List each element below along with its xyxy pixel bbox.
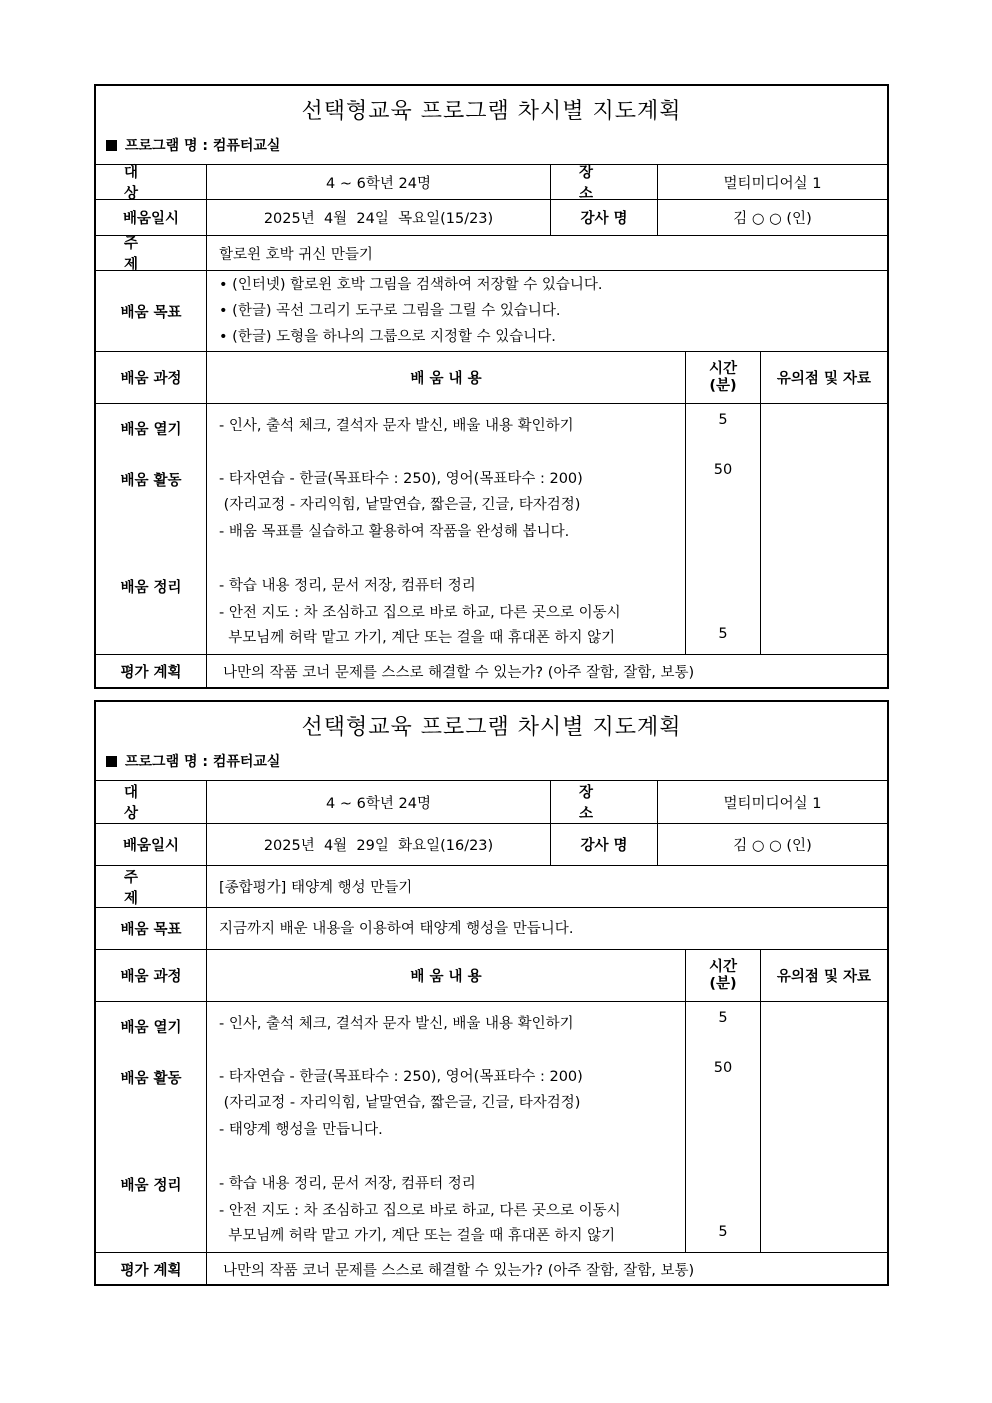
target-value: 4 ~ 6학년 24명 bbox=[207, 165, 551, 199]
notes-cell bbox=[761, 1002, 887, 1252]
content-cell bbox=[207, 404, 686, 654]
date-label: 배움일시 bbox=[96, 200, 207, 235]
place-value: 멀티미디어실 1 bbox=[723, 795, 822, 812]
time-activity: 50 bbox=[713, 1060, 733, 1076]
plan-header bbox=[96, 86, 887, 165]
stage-activity: 배움 활동 bbox=[120, 473, 182, 489]
topic-row bbox=[96, 866, 887, 908]
notes-cell bbox=[761, 404, 887, 654]
content-line: 부모님께 허락 맡고 가기, 계단 또는 걸을 때 휴대폰 하지 않기 bbox=[219, 1228, 616, 1244]
time-header: 시간 (분) bbox=[686, 352, 761, 403]
content-line: - 학습 내용 정리, 문서 저장, 컴퓨터 정리 bbox=[219, 578, 476, 594]
eval-label: 평가 계획 bbox=[96, 655, 207, 688]
program-name: 프로그램 명 : 컴퓨터교실 bbox=[106, 751, 280, 771]
time-cell bbox=[686, 1002, 761, 1252]
content-line: (자리교정 - 자리익힘, 낱말연습, 짧은글, 긴글, 타자검정) bbox=[219, 497, 581, 513]
plan-title: 선택형교육 프로그램 차시별 지도계획 bbox=[301, 99, 682, 124]
date-value: 2025년 4월 24일 목요일(15/23) bbox=[207, 200, 551, 235]
eval-label: 평가 계획 bbox=[96, 1253, 207, 1286]
program-name: 프로그램 명 : 컴퓨터교실 bbox=[106, 135, 280, 155]
goal-list bbox=[207, 908, 887, 949]
place-label: 장 소 bbox=[551, 165, 658, 199]
goal-list bbox=[207, 271, 887, 351]
goal-item: • (인터넷) 할로윈 호박 그림을 검색하여 저장할 수 있습니다. bbox=[219, 277, 603, 293]
content-line: (자리교정 - 자리익힘, 낱말연습, 짧은글, 긴글, 타자검정) bbox=[219, 1095, 581, 1111]
plan-header bbox=[96, 702, 887, 781]
content-line: - 태양계 행성을 만듭니다. bbox=[219, 1122, 383, 1138]
notes-header: 유의점 및 자료 bbox=[776, 969, 872, 985]
date-row bbox=[96, 824, 887, 866]
goal-label: 배움 목표 bbox=[96, 271, 207, 351]
place-label: 장 소 bbox=[551, 781, 658, 823]
time-activity: 50 bbox=[713, 462, 733, 478]
eval-row bbox=[96, 1253, 887, 1286]
target-row bbox=[96, 781, 887, 824]
time-open: 5 bbox=[718, 412, 728, 428]
content-line: - 인사, 출석 체크, 결석자 문자 발신, 배울 내용 확인하기 bbox=[219, 418, 574, 434]
target-label: 대 상 bbox=[96, 165, 207, 199]
topic-value: 할로윈 호박 귀신 만들기 bbox=[219, 246, 373, 263]
goal-row bbox=[96, 271, 887, 352]
teacher-label: 강사 명 bbox=[551, 824, 658, 865]
time-close: 5 bbox=[718, 626, 728, 642]
topic-label: 주 제 bbox=[96, 236, 207, 270]
content-header: 배 움 내 용 bbox=[207, 352, 686, 403]
stage-open: 배움 열기 bbox=[120, 422, 182, 438]
process-header: 배움 과정 bbox=[96, 950, 207, 1001]
topic-row bbox=[96, 236, 887, 271]
content-line: - 인사, 출석 체크, 결석자 문자 발신, 배울 내용 확인하기 bbox=[219, 1016, 574, 1032]
date-value: 2025년 4월 29일 화요일(16/23) bbox=[207, 824, 551, 865]
square-bullet-icon bbox=[106, 140, 117, 151]
stage-open: 배움 열기 bbox=[120, 1020, 182, 1036]
date-label: 배움일시 bbox=[96, 824, 207, 865]
content-line: - 배움 목표를 실습하고 활용하여 작품을 완성해 봅니다. bbox=[219, 524, 570, 540]
teacher-label: 강사 명 bbox=[551, 200, 658, 235]
time-open: 5 bbox=[718, 1010, 728, 1026]
time-header: 시간 (분) bbox=[686, 950, 761, 1001]
date-row bbox=[96, 200, 887, 236]
plan-title: 선택형교육 프로그램 차시별 지도계획 bbox=[301, 715, 682, 740]
lesson-plan-2 bbox=[94, 700, 889, 1286]
teacher-value: 김 ○ ○ (인) bbox=[733, 838, 812, 854]
stage-close: 배움 정리 bbox=[120, 1178, 182, 1194]
teacher-value: 김 ○ ○ (인) bbox=[733, 211, 812, 227]
stage-activity: 배움 활동 bbox=[120, 1071, 182, 1087]
target-value: 4 ~ 6학년 24명 bbox=[207, 781, 551, 823]
process-header: 배움 과정 bbox=[96, 352, 207, 403]
topic-value: [종합평가] 태양계 행성 만들기 bbox=[219, 880, 413, 896]
goal-row bbox=[96, 908, 887, 950]
content-cell bbox=[207, 1002, 686, 1252]
process-body-row bbox=[96, 1002, 887, 1253]
content-line: - 안전 지도 : 차 조심하고 집으로 바로 하교, 다른 곳으로 이동시 bbox=[219, 1203, 621, 1219]
time-close: 5 bbox=[718, 1224, 728, 1240]
content-line: - 타자연습 - 한글(목표타수 : 250), 영어(목표타수 : 200) bbox=[219, 1069, 583, 1085]
process-body-row bbox=[96, 404, 887, 655]
eval-row bbox=[96, 655, 887, 688]
goal-item: • (한글) 도형을 하나의 그룹으로 지정할 수 있습니다. bbox=[219, 329, 556, 345]
topic-label: 주 제 bbox=[96, 866, 207, 907]
eval-value: 나만의 작품 코너 문제를 스스로 해결할 수 있는가? (아주 잘함, 잘함, 보통) bbox=[223, 665, 695, 681]
goal-item: • (한글) 곡선 그리기 도구로 그림을 그릴 수 있습니다. bbox=[219, 303, 561, 319]
stage-labels bbox=[96, 1002, 207, 1252]
target-row bbox=[96, 165, 887, 200]
content-line: - 학습 내용 정리, 문서 저장, 컴퓨터 정리 bbox=[219, 1176, 476, 1192]
process-header-row bbox=[96, 950, 887, 1002]
lesson-plan-1 bbox=[94, 84, 889, 689]
eval-value: 나만의 작품 코너 문제를 스스로 해결할 수 있는가? (아주 잘함, 잘함, 보통) bbox=[223, 1263, 695, 1279]
stage-close: 배움 정리 bbox=[120, 580, 182, 596]
target-label: 대 상 bbox=[96, 781, 207, 823]
notes-header: 유의점 및 자료 bbox=[776, 371, 872, 387]
content-line: - 안전 지도 : 차 조심하고 집으로 바로 하교, 다른 곳으로 이동시 bbox=[219, 605, 621, 621]
square-bullet-icon bbox=[106, 756, 117, 767]
process-header-row bbox=[96, 352, 887, 404]
content-line: 부모님께 허락 맡고 가기, 계단 또는 걸을 때 휴대폰 하지 않기 bbox=[219, 630, 616, 646]
place-value: 멀티미디어실 1 bbox=[723, 175, 822, 192]
content-line: - 타자연습 - 한글(목표타수 : 250), 영어(목표타수 : 200) bbox=[219, 471, 583, 487]
goal-item: 지금까지 배운 내용을 이용하여 태양계 행성을 만듭니다. bbox=[219, 920, 574, 937]
content-header: 배 움 내 용 bbox=[207, 950, 686, 1001]
time-cell bbox=[686, 404, 761, 654]
stage-labels bbox=[96, 404, 207, 654]
goal-label: 배움 목표 bbox=[96, 908, 207, 949]
